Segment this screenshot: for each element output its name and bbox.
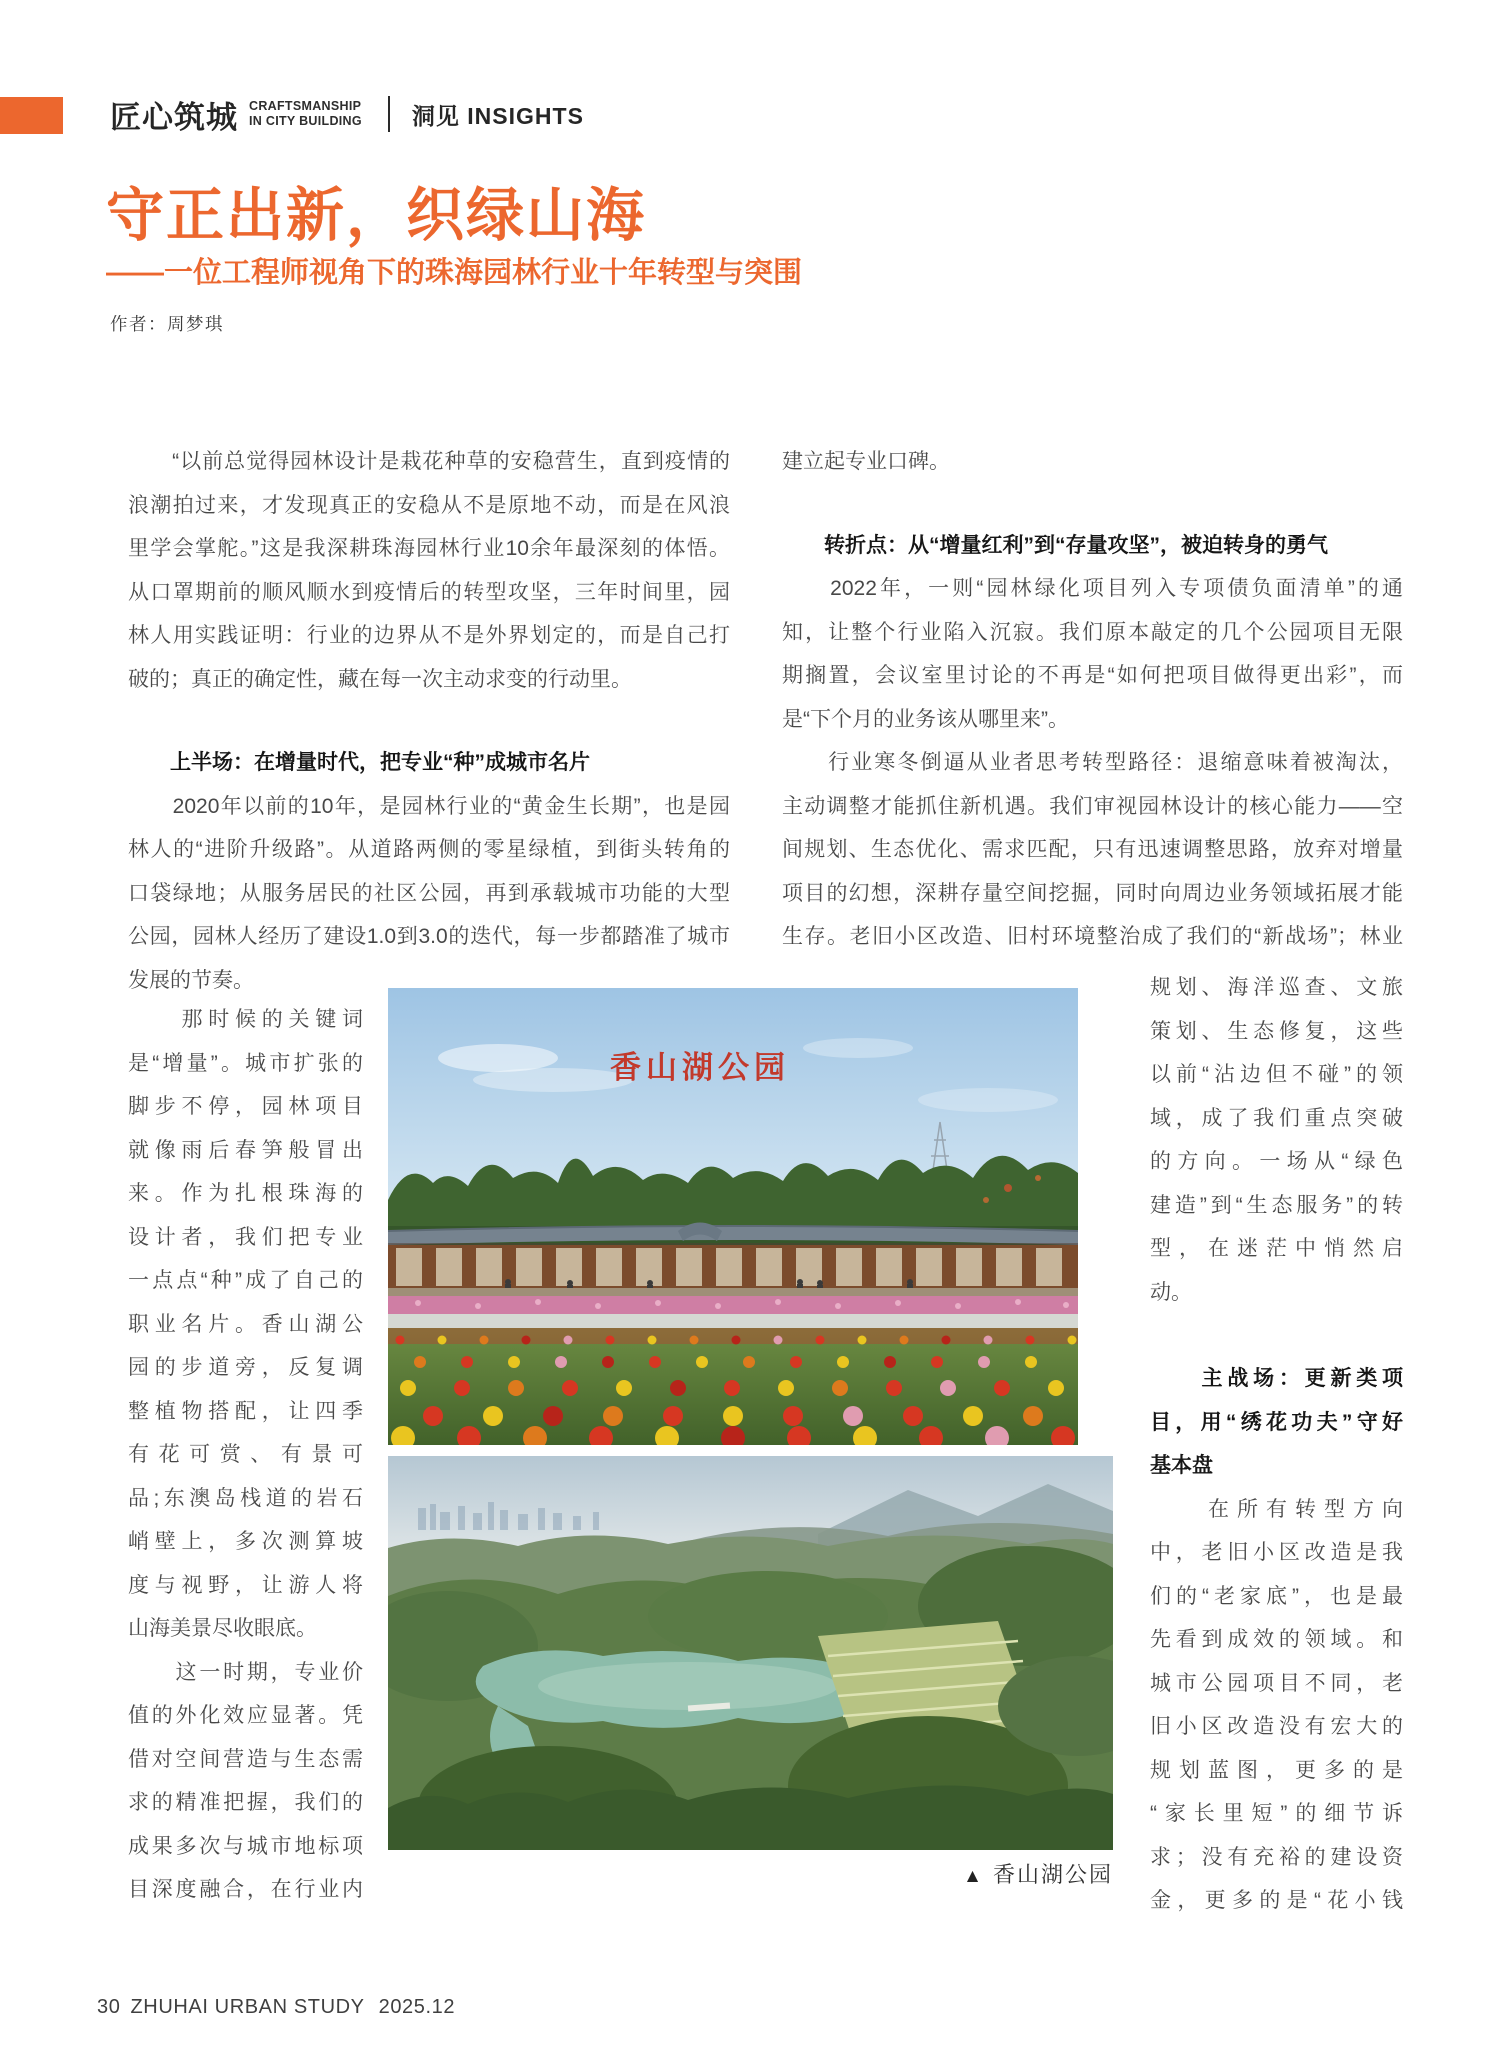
article-body-line: 口袋绿地；从服务居民的社区公园，再到承载城市功能的大型 (128, 881, 730, 905)
article-heading-line: 基本盘 (1150, 1454, 1213, 1477)
brand-cn-label: 匠心筑城 (110, 99, 238, 135)
article-column-right (782, 440, 1403, 959)
article-body-line: 公园，园林人经历了建设1.0到3.0的迭代，每一步都踏准了城市 (128, 925, 730, 948)
article-body-line: 林人的“进阶升级路”。从道路两侧的零星绿植，到街头转角的 (128, 838, 730, 861)
footer-journal-title: ZHUHAI URBAN STUDY (130, 1996, 365, 2018)
corridor-openings (396, 1248, 1062, 1286)
article-body-line: 建立起专业口碑。 (782, 450, 950, 473)
article-body-line: 以前“沾边但不碰”的领 (1150, 1063, 1403, 1086)
article-body-line: 品;东澳岛栈道的岩石 (128, 1486, 363, 1510)
article-body-line: 先看到成效的领域。和 (1150, 1628, 1403, 1651)
article-column-left-narrow (128, 998, 363, 1912)
article-body-line: 峭壁上，多次测算坡 (128, 1530, 363, 1553)
article-body-line: 那时候的关键词 (128, 1008, 363, 1031)
article-body-line: 发展的节奏。 (128, 968, 254, 992)
masthead (110, 92, 584, 136)
article-body-line: 山海美景尽收眼底。 (128, 1617, 317, 1640)
photo-xiangshan-lake-aerial (388, 1456, 1113, 1850)
article-body-line: 有花可赏、有景可 (128, 1443, 363, 1466)
article-body-line: 求；没有充裕的建设资 (1150, 1845, 1403, 1869)
article-body-line: 里学会掌舵。”这是我深耕珠海园林行业10余年最深刻的体悟。 (128, 537, 730, 560)
article-column-right-narrow (1150, 966, 1403, 1923)
article-body-line: “家长里短”的细节诉 (1150, 1802, 1403, 1825)
article-body-line: 们的“老家底”，也是最 (1150, 1584, 1403, 1608)
article-body-line: 求的精准把握，我们的 (128, 1791, 363, 1814)
article-body-line: 职业名片。香山湖公 (128, 1312, 363, 1336)
article-column-left (128, 440, 730, 1002)
article-body-line: 知，让整个行业陷入沉寂。我们原本敲定的几个公园项目无限 (782, 620, 1403, 644)
article-body-line: 值的外化效应显著。凭 (128, 1704, 363, 1727)
article-body-line: 规划、海洋巡查、文旅 (1150, 976, 1403, 999)
article-body-line: “以前总觉得园林设计是栽花种草的安稳营生，直到疫情的 (128, 450, 730, 473)
article-body-line: 从口罩期前的顺风顺水到疫情后的转型攻坚，三年时间里，园 (128, 580, 730, 604)
footer-page-number: 30 (97, 1996, 121, 2018)
article-body-line: 目深度融合，在行业内 (128, 1878, 363, 1901)
article-heading-line: 主战场：更新类项 (1150, 1367, 1403, 1390)
article-body-line: 建造”到“生态服务”的转 (1150, 1193, 1403, 1217)
article-heading-line: 上半场：在增量时代，把专业“种”成城市名片 (128, 751, 590, 774)
article-body-line: 设计者，我们把专业 (128, 1225, 363, 1249)
caption-arrow-icon: ▲ (963, 1866, 984, 1887)
article-body-line: 项目的幻想，深耕存量空间挖掘，同时向周边业务领域拓展才能 (782, 881, 1403, 905)
article-body-line: 来。作为扎根珠海的 (128, 1182, 363, 1205)
article-body-line: 域，成了我们重点突破 (1150, 1106, 1403, 1130)
article-body-line: 浪潮拍过来，才发现真正的安稳从不是原地不动，而是在风浪 (128, 493, 730, 517)
brand-en-line1: CRAFTSMANSHIP (249, 99, 362, 113)
article-body-line: 借对空间营造与生态需 (128, 1747, 363, 1771)
article-heading-line: 转折点：从“增量红利”到“存量攻坚”，被迫转身的勇气 (782, 533, 1328, 557)
photo-sign-text: 香山湖公园 (610, 1050, 790, 1085)
article-body-line: 行业寒冬倒逼从业者思考转型路径：退缩意味着被淘汰， (782, 751, 1403, 774)
article-body-line: 破的；真正的确定性，藏在每一次主动求变的行动里。 (128, 667, 632, 691)
brand-en-label (249, 99, 362, 129)
article-body-line: 整植物搭配，让四季 (128, 1399, 363, 1423)
article-body-line: 2022年，一则“园林绿化项目列入专项债负面清单”的通 (782, 577, 1403, 600)
article-body-line: 旧小区改造没有宏大的 (1150, 1715, 1403, 1738)
article-body-line: 动。 (1150, 1280, 1192, 1304)
article-body-line: 这一时期，专业价 (128, 1660, 363, 1684)
article-body-line: 规划蓝图，更多的是 (1150, 1758, 1403, 1782)
masthead-accent-block (0, 97, 63, 134)
article-title: 守正出新，织绿山海 (106, 183, 647, 248)
article-body-line: 是“下个月的业务该从哪里来”。 (782, 707, 1069, 731)
article-body-line: 策划、生态修复，这些 (1150, 1019, 1403, 1043)
article-body-line: 园的步道旁，反复调 (128, 1356, 363, 1379)
article-body-line: 成果多次与城市地标项 (128, 1834, 363, 1858)
article-body-line: 在所有转型方向 (1150, 1497, 1403, 1521)
article-body-line: 的方向。一场从“绿色 (1150, 1150, 1403, 1173)
masthead-divider (388, 96, 390, 132)
article-subtitle: ——一位工程师视角下的珠海园林行业十年转型与突围 (106, 257, 803, 289)
footer-issue-date: 2025.12 (378, 1996, 456, 2018)
article-body-line: 度与视野，让游人将 (128, 1573, 363, 1597)
caption-text: 香山湖公园 (992, 1862, 1113, 1887)
article-body-line: 脚步不停，园林项目 (128, 1095, 363, 1118)
article-heading-line: 目，用“绣花功夫”守好 (1150, 1410, 1403, 1434)
photo-xiangshan-lake-corridor (388, 988, 1078, 1445)
article-body-line: 间规划、生态优化、需求匹配，只有迅速调整思路，放弃对增量 (782, 838, 1403, 861)
article-body-line: 就像雨后春笋般冒出 (128, 1138, 363, 1162)
article-body-line: 是“增量”。城市扩张的 (128, 1051, 363, 1075)
article-body-line: 城市公园项目不同，老 (1150, 1671, 1403, 1695)
article-body-line: 金，更多的是“花小钱 (1150, 1889, 1403, 1912)
article-body-line: 林人用实践证明：行业的边界从不是外界划定的，而是自己打 (128, 624, 730, 647)
article-body-line: 中，老旧小区改造是我 (1150, 1541, 1403, 1564)
photo-caption (388, 1858, 1113, 1894)
page-footer (97, 1996, 455, 2019)
article-body-line: 生存。老旧小区改造、旧村环境整治成了我们的“新战场”；林业 (782, 925, 1403, 948)
article-body-line: 一点点“种”成了自己的 (128, 1269, 363, 1292)
author-byline: 作者：周梦琪 (110, 314, 224, 334)
article-body-line: 主动调整才能抓住新机遇。我们审视园林设计的核心能力——空 (782, 794, 1403, 818)
brand-en-line2: IN CITY BUILDING (249, 114, 362, 128)
article-body-line: 2020年以前的10年，是园林行业的“黄金生长期”，也是园 (128, 794, 730, 818)
article-body-line: 型，在迷茫中悄然启 (1150, 1237, 1403, 1260)
section-label: 洞见 INSIGHTS (411, 102, 584, 129)
article-body-line: 期搁置，会议室里讨论的不再是“如何把项目做得更出彩”，而 (782, 664, 1403, 687)
